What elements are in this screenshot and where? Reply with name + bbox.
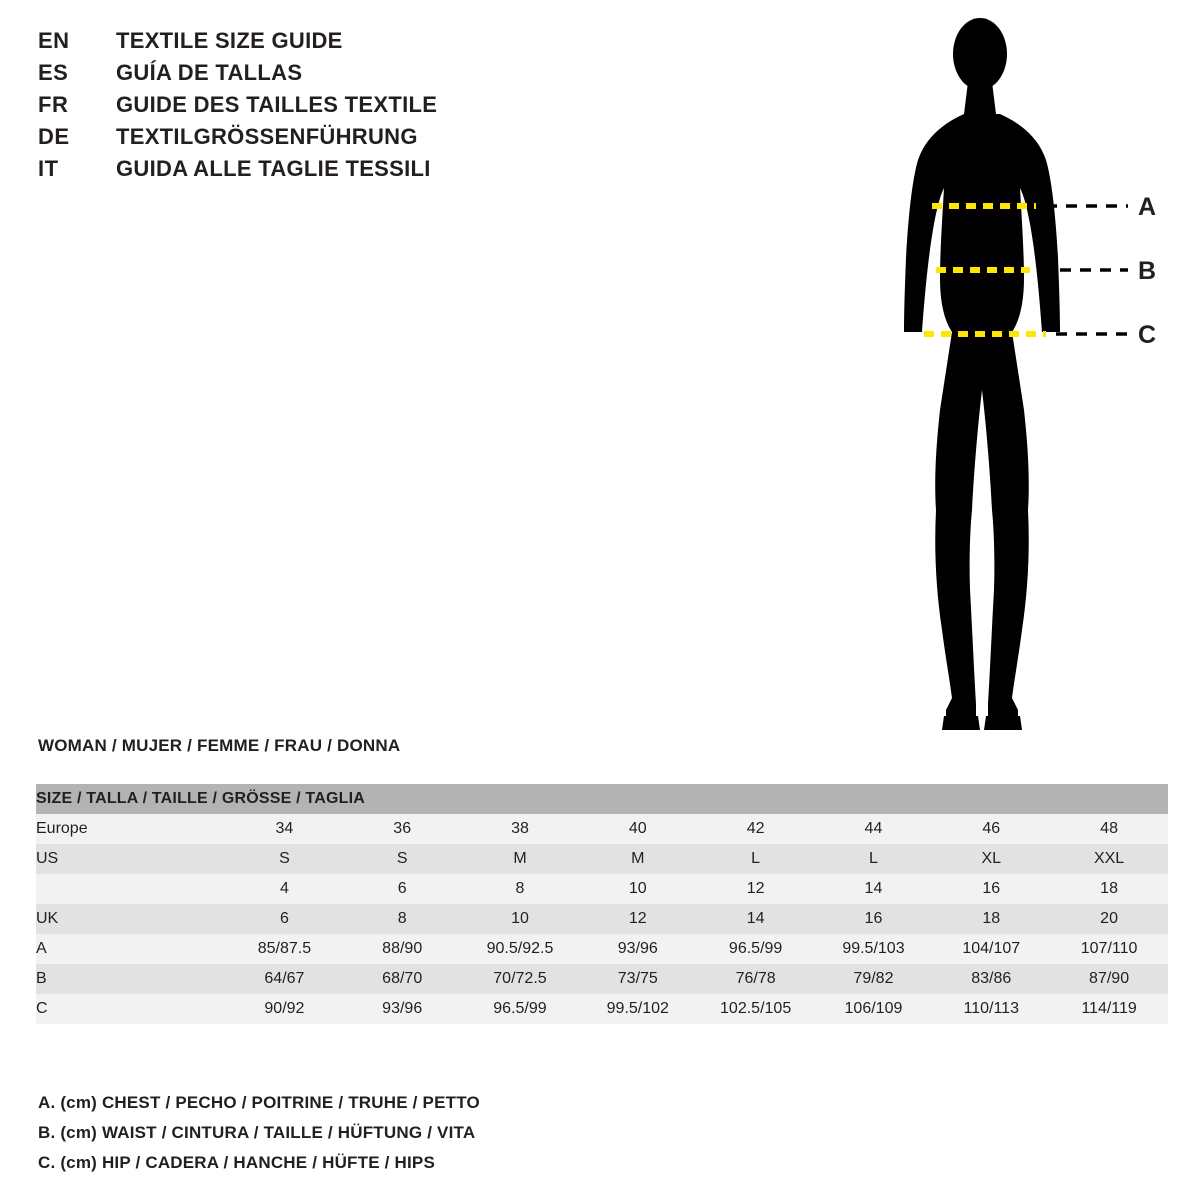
title-lang-fr: FR <box>38 92 69 117</box>
cell-uk-4: 14 <box>697 904 815 934</box>
cell-us-2: M <box>461 844 579 874</box>
cell-uk-0: 6 <box>226 904 344 934</box>
cell-europe-4: 42 <box>697 814 815 844</box>
title-row-de <box>38 124 658 156</box>
table-header-label: SIZE / TALLA / TAILLE / GRÖSSE / TAGLIA <box>36 784 1168 814</box>
cell-uk-1: 8 <box>343 904 461 934</box>
row-label-europe: Europe <box>36 814 226 844</box>
cell-a-0: 85/87.5 <box>226 934 344 964</box>
cell-c-2: 96.5/99 <box>461 994 579 1024</box>
cell-usnum-3: 10 <box>579 874 697 904</box>
cell-a-5: 99.5/103 <box>815 934 933 964</box>
row-label-b: B <box>36 964 226 994</box>
cell-c-5: 106/109 <box>815 994 933 1024</box>
row-label-c: C <box>36 994 226 1024</box>
marker-label-b: B <box>1138 257 1157 285</box>
cell-usnum-5: 14 <box>815 874 933 904</box>
cell-us-7: XXL <box>1050 844 1168 874</box>
table-row-uk <box>36 904 1168 934</box>
cell-a-4: 96.5/99 <box>697 934 815 964</box>
cell-b-6: 83/86 <box>932 964 1050 994</box>
measurement-legend <box>38 1088 738 1178</box>
cell-usnum-6: 16 <box>932 874 1050 904</box>
cell-europe-0: 34 <box>226 814 344 844</box>
cell-europe-2: 38 <box>461 814 579 844</box>
cell-europe-1: 36 <box>343 814 461 844</box>
cell-uk-6: 18 <box>932 904 1050 934</box>
cell-c-0: 90/92 <box>226 994 344 1024</box>
cell-a-3: 93/96 <box>579 934 697 964</box>
title-row-es <box>38 60 658 92</box>
title-text-es: GUÍA DE TALLAS <box>116 60 303 85</box>
cell-us-0: S <box>226 844 344 874</box>
cell-us-5: L <box>815 844 933 874</box>
table-header-row <box>36 784 1168 814</box>
cell-usnum-0: 4 <box>226 874 344 904</box>
title-lang-en: EN <box>38 28 70 53</box>
cell-b-3: 73/75 <box>579 964 697 994</box>
table-row-us <box>36 844 1168 874</box>
title-block <box>38 28 658 188</box>
row-label-us: US <box>36 844 226 874</box>
cell-c-3: 99.5/102 <box>579 994 697 1024</box>
cell-b-0: 64/67 <box>226 964 344 994</box>
cell-us-6: XL <box>932 844 1050 874</box>
cell-b-1: 68/70 <box>343 964 461 994</box>
size-table <box>36 784 1168 1024</box>
cell-europe-7: 48 <box>1050 814 1168 844</box>
table-row-us-numeric <box>36 874 1168 904</box>
cell-b-7: 87/90 <box>1050 964 1168 994</box>
legend-line-c: C. (cm) HIP / CADERA / HANCHE / HÜFTE / HIPS <box>38 1153 436 1172</box>
title-text-fr: GUIDE DES TAILLES TEXTILE <box>116 92 438 117</box>
title-lang-it: IT <box>38 156 59 181</box>
female-silhouette-icon <box>904 18 1060 730</box>
cell-uk-7: 20 <box>1050 904 1168 934</box>
title-text-en: TEXTILE SIZE GUIDE <box>116 28 343 53</box>
cell-a-2: 90.5/92.5 <box>461 934 579 964</box>
legend-line-b: B. (cm) WAIST / CINTURA / TAILLE / HÜFTUNG / VITA <box>38 1123 476 1142</box>
cell-uk-5: 16 <box>815 904 933 934</box>
cell-us-3: M <box>579 844 697 874</box>
title-lang-es: ES <box>38 60 69 85</box>
title-text-it: GUIDA ALLE TAGLIE TESSILI <box>116 156 431 181</box>
table-row-b <box>36 964 1168 994</box>
title-lang-de: DE <box>38 124 70 149</box>
cell-us-1: S <box>343 844 461 874</box>
marker-label-c: C <box>1138 321 1157 349</box>
title-row-fr <box>38 92 658 124</box>
row-label-us-numeric <box>36 874 226 904</box>
cell-europe-3: 40 <box>579 814 697 844</box>
cell-b-4: 76/78 <box>697 964 815 994</box>
cell-europe-5: 44 <box>815 814 933 844</box>
cell-c-6: 110/113 <box>932 994 1050 1024</box>
cell-b-5: 79/82 <box>815 964 933 994</box>
cell-a-7: 107/110 <box>1050 934 1168 964</box>
legend-line-a: A. (cm) CHEST / PECHO / POITRINE / TRUHE / PETTO <box>38 1093 480 1112</box>
table-row-c <box>36 994 1168 1024</box>
cell-usnum-2: 8 <box>461 874 579 904</box>
cell-europe-6: 46 <box>932 814 1050 844</box>
title-text-de: TEXTILGRÖSSENFÜHRUNG <box>116 124 418 149</box>
section-heading: WOMAN / MUJER / FEMME / FRAU / DONNA <box>38 736 401 755</box>
marker-label-a: A <box>1138 193 1157 221</box>
cell-uk-2: 10 <box>461 904 579 934</box>
table-row-europe <box>36 814 1168 844</box>
cell-b-2: 70/72.5 <box>461 964 579 994</box>
cell-c-7: 114/119 <box>1050 994 1168 1024</box>
title-row-en <box>38 28 658 60</box>
cell-c-1: 93/96 <box>343 994 461 1024</box>
table-row-a <box>36 934 1168 964</box>
cell-c-4: 102.5/105 <box>697 994 815 1024</box>
cell-uk-3: 12 <box>579 904 697 934</box>
cell-a-1: 88/90 <box>343 934 461 964</box>
cell-a-6: 104/107 <box>932 934 1050 964</box>
row-label-a: A <box>36 934 226 964</box>
cell-usnum-1: 6 <box>343 874 461 904</box>
body-measurement-figure <box>860 10 1190 750</box>
title-row-it <box>38 156 658 188</box>
cell-us-4: L <box>697 844 815 874</box>
row-label-uk: UK <box>36 904 226 934</box>
cell-usnum-4: 12 <box>697 874 815 904</box>
cell-usnum-7: 18 <box>1050 874 1168 904</box>
